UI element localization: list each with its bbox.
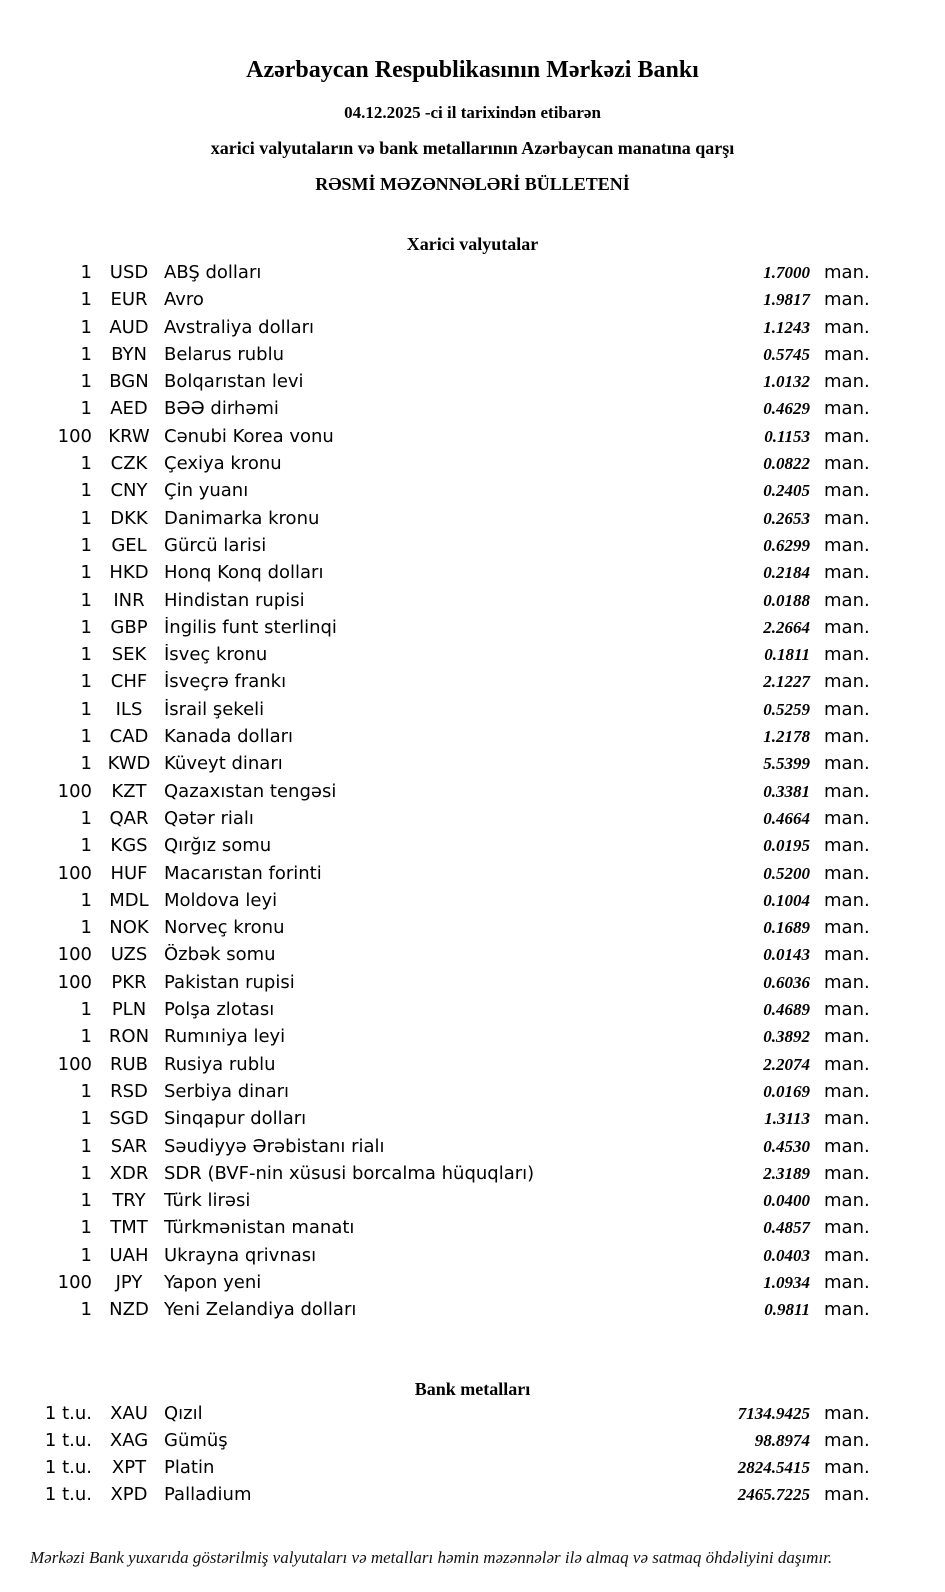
table-row — [0, 699, 945, 726]
table-row — [0, 1026, 945, 1053]
currency-code: SGD — [109, 1108, 149, 1130]
rate-value: 0.4664 — [763, 808, 810, 828]
rate-value: 0.2184 — [763, 563, 810, 583]
currency-name: Belarus rublu — [164, 343, 285, 365]
currency-name: Danimarka kronu — [164, 507, 320, 529]
unit-label: man. — [824, 1429, 870, 1451]
nominal-value: 100 — [57, 780, 92, 802]
table-row — [0, 944, 945, 971]
unit-label: man. — [824, 971, 870, 993]
nominal-value: 1 — [80, 999, 92, 1021]
currency-code: CHF — [110, 671, 148, 693]
unit-label: man. — [824, 1402, 870, 1424]
bulletin-subtitle: xarici valyutaların və bank metallarının Azərbaycan manatına qarşı — [210, 138, 735, 158]
currency-code: PKR — [111, 971, 147, 993]
currency-name: Ukrayna qrivnası — [164, 1244, 317, 1266]
table-row — [0, 344, 945, 371]
table-row — [0, 753, 945, 780]
nominal-value: 1 — [80, 1190, 92, 1212]
table-row — [0, 562, 945, 589]
table-row — [0, 1054, 945, 1081]
table-row — [0, 1081, 945, 1108]
table-row — [0, 289, 945, 316]
nominal-value: 1 t.u. — [44, 1457, 92, 1479]
currency-name: Palladium — [164, 1484, 252, 1506]
effective-date: 04.12.2025 -ci il tarixindən etibarən — [344, 103, 601, 122]
rate-value: 0.6299 — [763, 535, 810, 555]
rate-value: 2465.7225 — [737, 1485, 810, 1505]
currency-name: Sinqapur dolları — [164, 1108, 307, 1130]
currency-code: KRW — [108, 425, 150, 447]
unit-label: man. — [824, 507, 870, 529]
currency-name: Yapon yeni — [164, 1271, 262, 1293]
nominal-value: 1 — [80, 917, 92, 939]
currency-name: Gürcü larisi — [164, 534, 267, 556]
rate-value: 7134.9425 — [737, 1403, 810, 1423]
rate-value: 0.5200 — [763, 863, 810, 883]
rate-value: 2.1227 — [763, 672, 810, 692]
table-row — [0, 1430, 945, 1457]
currency-name: SDR (BVF-nin xüsusi borcalma hüquqları) — [164, 1162, 535, 1184]
table-row — [0, 1484, 945, 1511]
rate-value: 0.2653 — [763, 508, 810, 528]
nominal-value: 1 — [80, 262, 92, 283]
unit-label: man. — [824, 534, 870, 556]
unit-label: man. — [824, 562, 870, 584]
currency-table — [0, 262, 945, 1327]
table-row — [0, 835, 945, 862]
currency-code: AED — [110, 398, 148, 420]
nominal-value: 1 — [80, 1026, 92, 1048]
currency-name: Pakistan rupisi — [164, 971, 295, 993]
nominal-value: 1 — [80, 480, 92, 502]
bulletin-title: RƏSMİ MƏZƏNNƏLƏRİ BÜLLETENİ — [315, 174, 630, 194]
unit-label: man. — [824, 1244, 870, 1266]
currency-code: TRY — [112, 1190, 146, 1212]
currency-name: İsveçrə frankı — [164, 671, 287, 693]
nominal-value: 1 — [80, 698, 92, 720]
nominal-value: 100 — [57, 1053, 92, 1075]
nominal-value: 1 — [80, 343, 92, 365]
rate-value: 0.3892 — [763, 1027, 810, 1047]
unit-label: man. — [824, 862, 870, 884]
nominal-value: 1 t.u. — [44, 1429, 92, 1451]
table-row — [0, 1403, 945, 1430]
unit-label: man. — [824, 1190, 870, 1212]
currency-code: CZK — [110, 453, 148, 475]
currency-code: NOK — [109, 917, 149, 939]
rate-value: 0.3381 — [763, 781, 810, 801]
currency-name: Avstraliya dolları — [164, 316, 315, 338]
currency-code: HKD — [109, 562, 149, 584]
table-row — [0, 371, 945, 398]
currency-code: CNY — [110, 480, 148, 502]
unit-label: man. — [824, 889, 870, 911]
nominal-value: 1 — [80, 453, 92, 475]
table-row — [0, 1272, 945, 1299]
currency-name: Kanada dolları — [164, 726, 294, 748]
unit-label: man. — [824, 698, 870, 720]
rate-value: 1.1243 — [763, 317, 810, 337]
nominal-value: 1 — [80, 562, 92, 584]
nominal-value: 1 — [80, 807, 92, 829]
table-row — [0, 617, 945, 644]
currency-code: TMT — [110, 1217, 148, 1239]
currency-name: Avro — [164, 289, 204, 311]
nominal-value: 100 — [57, 944, 92, 966]
rate-value: 0.0143 — [763, 945, 810, 965]
currency-code: XAU — [110, 1402, 148, 1424]
nominal-value: 1 — [80, 589, 92, 611]
table-row — [0, 917, 945, 944]
currency-code: KZT — [111, 780, 147, 802]
rate-value: 0.0169 — [763, 1081, 810, 1101]
table-row — [0, 535, 945, 562]
table-row — [0, 671, 945, 698]
page-title: Azərbaycan Respublikasının Mərkəzi Bankı — [246, 57, 699, 83]
nominal-value: 1 — [80, 371, 92, 393]
rate-value: 0.1153 — [764, 426, 810, 446]
rate-value: 1.3113 — [764, 1109, 810, 1129]
currency-code: KGS — [110, 835, 148, 857]
nominal-value: 1 t.u. — [44, 1402, 92, 1424]
unit-label: man. — [824, 1484, 870, 1506]
table-row — [0, 808, 945, 835]
rate-value: 2824.5415 — [737, 1458, 810, 1478]
unit-label: man. — [824, 1026, 870, 1048]
unit-label: man. — [824, 644, 870, 666]
currency-code: XPD — [110, 1484, 148, 1506]
currency-code: CAD — [109, 726, 149, 748]
rate-value: 0.0822 — [763, 454, 810, 474]
currency-name: Serbiya dinarı — [164, 1080, 289, 1102]
currency-code: BYN — [111, 343, 147, 365]
currency-name: Cənubi Korea vonu — [164, 425, 334, 447]
nominal-value: 1 — [80, 507, 92, 529]
rate-value: 0.4689 — [763, 1000, 810, 1020]
rate-value: 2.2664 — [763, 617, 810, 637]
unit-label: man. — [824, 1299, 870, 1321]
currency-code: JPY — [115, 1271, 143, 1293]
nominal-value: 1 — [80, 1217, 92, 1239]
currency-name: Norveç kronu — [164, 917, 285, 939]
rate-value: 0.0188 — [763, 590, 810, 610]
table-row — [0, 1136, 945, 1163]
nominal-value: 1 — [80, 671, 92, 693]
currency-code: EUR — [110, 289, 148, 311]
table-row — [0, 398, 945, 425]
rate-value: 0.2405 — [763, 481, 810, 501]
rate-value: 1.2178 — [763, 727, 810, 747]
rate-value: 1.0132 — [763, 372, 810, 392]
currency-name: Çexiya kronu — [164, 453, 282, 475]
table-row — [0, 480, 945, 507]
unit-label: man. — [824, 262, 870, 283]
currency-name: Gümüş — [164, 1429, 228, 1451]
unit-label: man. — [824, 1457, 870, 1479]
unit-label: man. — [824, 1162, 870, 1184]
unit-label: man. — [824, 343, 870, 365]
currency-code: ILS — [115, 698, 143, 720]
rate-value: 0.0195 — [763, 836, 810, 856]
rate-value: 0.1689 — [763, 918, 810, 938]
currency-name: Polşa zlotası — [164, 999, 275, 1021]
table-row — [0, 1190, 945, 1217]
table-row — [0, 317, 945, 344]
currency-code: GEL — [111, 534, 147, 556]
nominal-value: 100 — [57, 862, 92, 884]
currency-name: Çin yuanı — [164, 480, 249, 502]
table-row — [0, 453, 945, 480]
table-row — [0, 508, 945, 535]
rate-value: 0.1811 — [764, 645, 810, 665]
currency-name: Qızıl — [164, 1402, 203, 1424]
nominal-value: 1 — [80, 1299, 92, 1321]
currency-name: ABŞ dolları — [164, 262, 262, 283]
unit-label: man. — [824, 671, 870, 693]
rate-value: 1.7000 — [763, 263, 810, 282]
bulletin-header — [0, 0, 945, 196]
footer-note: Mərkəzi Bank yuxarıda göstərilmiş valyutaları və metalları həmin məzənnələr ilə almaq və satmaq öhdəliyini daşımır. — [30, 1547, 833, 1567]
table-row — [0, 999, 945, 1026]
currency-code: HUF — [110, 862, 148, 884]
table-row — [0, 1299, 945, 1326]
nominal-value: 1 — [80, 889, 92, 911]
metals-table — [0, 1403, 945, 1512]
nominal-value: 1 — [80, 398, 92, 420]
unit-label: man. — [824, 371, 870, 393]
currency-code: GBP — [110, 616, 148, 638]
currency-name: Bolqarıstan levi — [164, 371, 304, 393]
currency-name: BƏƏ dirhəmi — [164, 398, 279, 420]
rate-value: 98.8974 — [754, 1430, 810, 1450]
table-row — [0, 890, 945, 917]
nominal-value: 1 — [80, 726, 92, 748]
rate-value: 0.5745 — [763, 344, 810, 364]
table-row — [0, 1217, 945, 1244]
currency-name: Türkmənistan manatı — [164, 1217, 355, 1239]
nominal-value: 100 — [57, 425, 92, 447]
currency-code: SAR — [110, 1135, 148, 1157]
unit-label: man. — [824, 589, 870, 611]
table-row — [0, 1457, 945, 1484]
table-row — [0, 262, 945, 289]
currency-name: Moldova leyi — [164, 889, 278, 911]
nominal-value: 1 — [80, 835, 92, 857]
rate-value: 0.1004 — [763, 890, 810, 910]
currency-code: BGN — [109, 371, 149, 393]
currency-name: Rumıniya leyi — [164, 1026, 286, 1048]
bank-metals-title: Bank metalları — [414, 1378, 531, 1399]
currency-name: Yeni Zelandiya dolları — [164, 1299, 357, 1321]
foreign-currencies-section — [0, 232, 945, 1327]
unit-label: man. — [824, 1217, 870, 1239]
unit-label: man. — [824, 807, 870, 829]
table-row — [0, 1163, 945, 1190]
currency-code: SEK — [111, 644, 147, 666]
foreign-currencies-title: Xarici valyutalar — [406, 234, 539, 254]
nominal-value: 1 — [80, 1108, 92, 1130]
nominal-value: 100 — [57, 971, 92, 993]
unit-label: man. — [824, 780, 870, 802]
table-row — [0, 426, 945, 453]
rate-value: 0.0403 — [763, 1245, 810, 1265]
unit-label: man. — [824, 1080, 870, 1102]
bank-metals-section — [0, 1377, 945, 1512]
unit-label: man. — [824, 1271, 870, 1293]
currency-name: Səudiyyə Ərəbistanı rialı — [164, 1135, 385, 1157]
unit-label: man. — [824, 917, 870, 939]
currency-code: RON — [108, 1026, 150, 1048]
nominal-value: 1 — [80, 1244, 92, 1266]
currency-name: Macarıstan forinti — [164, 862, 322, 884]
currency-code: MDL — [109, 889, 149, 911]
currency-code: NZD — [109, 1299, 149, 1321]
unit-label: man. — [824, 425, 870, 447]
table-row — [0, 726, 945, 753]
unit-label: man. — [824, 1135, 870, 1157]
unit-label: man. — [824, 726, 870, 748]
nominal-value: 1 — [80, 534, 92, 556]
rate-value: 1.9817 — [763, 290, 810, 310]
nominal-value: 100 — [57, 1271, 92, 1293]
unit-label: man. — [824, 398, 870, 420]
currency-code: QAR — [109, 807, 149, 829]
nominal-value: 1 — [80, 753, 92, 775]
currency-name: İsrail şekeli — [164, 698, 265, 720]
currency-name: İsveç kronu — [164, 644, 268, 666]
nominal-value: 1 — [80, 316, 92, 338]
nominal-value: 1 — [80, 616, 92, 638]
nominal-value: 1 — [80, 644, 92, 666]
nominal-value: 1 — [80, 1080, 92, 1102]
unit-label: man. — [824, 316, 870, 338]
currency-code: INR — [113, 589, 145, 611]
nominal-value: 1 t.u. — [44, 1484, 92, 1506]
rate-value: 0.5259 — [763, 699, 810, 719]
rate-value: 1.0934 — [763, 1272, 810, 1292]
currency-name: Honq Konq dolları — [164, 562, 324, 584]
currency-name: Qətər rialı — [164, 807, 254, 829]
rate-value: 0.6036 — [763, 972, 810, 992]
unit-label: man. — [824, 480, 870, 502]
rate-value: 0.4629 — [763, 399, 810, 419]
unit-label: man. — [824, 1053, 870, 1075]
unit-label: man. — [824, 999, 870, 1021]
rate-value: 2.3189 — [763, 1163, 810, 1183]
currency-name: Küveyt dinarı — [164, 753, 283, 775]
unit-label: man. — [824, 453, 870, 475]
rate-value: 0.4857 — [763, 1218, 810, 1238]
currency-code: USD — [109, 262, 149, 283]
currency-code: AUD — [109, 316, 149, 338]
currency-name: Qazaxıstan tengəsi — [164, 780, 337, 802]
rate-value: 0.9811 — [764, 1300, 810, 1320]
rate-value: 2.2074 — [763, 1054, 810, 1074]
table-row — [0, 972, 945, 999]
currency-code: UZS — [110, 944, 148, 966]
currency-code: XDR — [109, 1162, 149, 1184]
currency-name: Hindistan rupisi — [164, 589, 305, 611]
currency-code: XAG — [109, 1429, 149, 1451]
rate-value: 0.4530 — [763, 1136, 810, 1156]
currency-code: UAH — [109, 1244, 149, 1266]
unit-label: man. — [824, 835, 870, 857]
currency-code: RSD — [110, 1080, 148, 1102]
currency-name: Türk lirəsi — [164, 1190, 251, 1212]
currency-code: XPT — [111, 1457, 147, 1479]
nominal-value: 1 — [80, 289, 92, 311]
currency-name: Rusiya rublu — [164, 1053, 276, 1075]
unit-label: man. — [824, 616, 870, 638]
unit-label: man. — [824, 753, 870, 775]
table-row — [0, 1108, 945, 1135]
currency-name: Özbək somu — [164, 944, 276, 966]
currency-code: RUB — [109, 1053, 149, 1075]
currency-name: İngilis funt sterlinqi — [164, 616, 337, 638]
table-row — [0, 781, 945, 808]
currency-code: KWD — [107, 753, 151, 775]
table-row — [0, 590, 945, 617]
table-row — [0, 644, 945, 671]
currency-name: Qırğız somu — [164, 835, 272, 857]
unit-label: man. — [824, 944, 870, 966]
unit-label: man. — [824, 1108, 870, 1130]
nominal-value: 1 — [80, 1162, 92, 1184]
currency-name: Platin — [164, 1457, 215, 1479]
unit-label: man. — [824, 289, 870, 311]
table-row — [0, 1245, 945, 1272]
currency-code: PLN — [111, 999, 147, 1021]
table-row — [0, 863, 945, 890]
rate-value: 0.0400 — [763, 1191, 810, 1211]
nominal-value: 1 — [80, 1135, 92, 1157]
rate-value: 5.5399 — [763, 754, 810, 774]
currency-code: DKK — [110, 507, 148, 529]
